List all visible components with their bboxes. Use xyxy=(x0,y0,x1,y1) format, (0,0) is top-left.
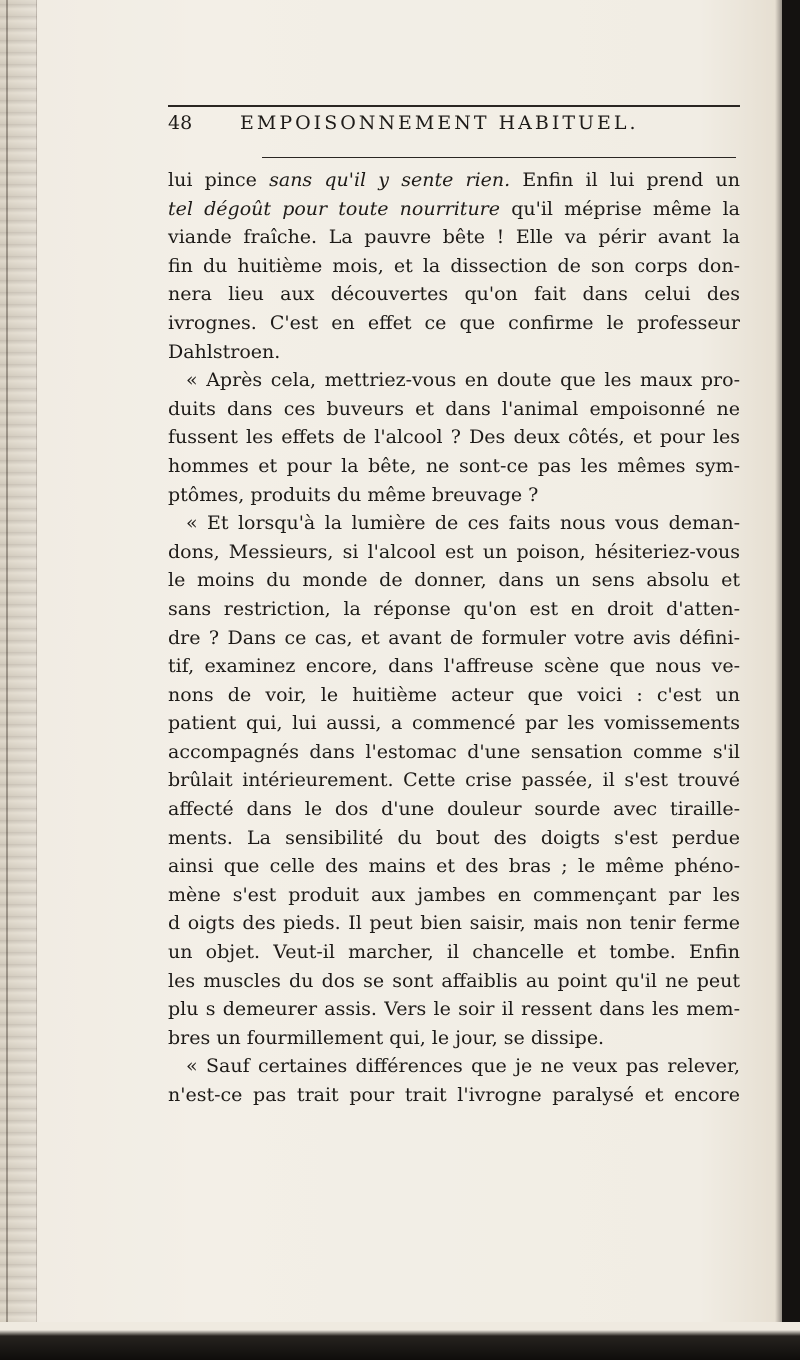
text-line xyxy=(168,967,740,996)
text-line xyxy=(168,566,740,595)
body-text xyxy=(168,166,740,1110)
text-run: duits dans ces buveurs et dans l'animal empoisonné ne xyxy=(168,397,740,420)
text-line xyxy=(168,624,740,653)
text-run: les muscles du dos se sont affaiblis au point qu'il ne peut xyxy=(168,969,740,992)
text-line xyxy=(168,709,740,738)
text-line xyxy=(168,338,740,367)
text-run: qu'il méprise même la xyxy=(500,197,740,220)
text-line xyxy=(168,595,740,624)
text-line xyxy=(168,681,740,710)
text-run: le moins du monde de donner, dans un sens absolu et xyxy=(168,569,740,592)
text-line xyxy=(168,481,740,510)
text-line xyxy=(168,766,740,795)
text-line xyxy=(168,195,740,224)
text-run: Dahlstroen. xyxy=(168,340,281,363)
text-run: sans restriction, la réponse qu'on est en droit d'atten- xyxy=(168,597,740,620)
text-run: « Sauf certaines différences que je ne veux pas relever, xyxy=(186,1055,740,1078)
text-line xyxy=(168,995,740,1024)
text-run: un objet. Veut-il marcher, il chancelle et tombe. Enfin xyxy=(168,941,740,964)
text-run: fussent les effets de l'alcool ? Des deux côtés, et pour les xyxy=(168,426,740,449)
text-line xyxy=(168,280,740,309)
text-run: ivrognes. C'est en effet ce que confirme le professeur xyxy=(168,311,740,334)
running-title: EMPOISONNEMENT HABITUEL. xyxy=(240,112,639,134)
text-line xyxy=(168,166,740,195)
text-line xyxy=(168,824,740,853)
text-run: n'est-ce pas trait pour trait l'ivrogne paralysé et encore xyxy=(168,1084,740,1106)
text-run: viande fraîche. La pauvre bête ! Elle va périr avant la xyxy=(168,226,740,249)
running-header xyxy=(168,105,740,147)
text-run: bres un fourmillement qui, le jour, se dissipe. xyxy=(168,1026,605,1049)
text-run: lui pince xyxy=(168,169,270,191)
text-line xyxy=(168,738,740,767)
text-line xyxy=(168,452,740,481)
text-run: « Après cela, mettriez-vous en doute que les maux pro- xyxy=(186,369,740,392)
bottom-page-edge xyxy=(0,1322,800,1360)
text-line xyxy=(168,509,740,538)
text-run: nera lieu aux découvertes qu'on fait dans celui des xyxy=(168,283,740,306)
text-line xyxy=(168,938,740,967)
text-line xyxy=(168,538,740,567)
text-run: dons, Messieurs, si l'alcool est un poison, hésiteriez-vous xyxy=(168,540,740,563)
text-line xyxy=(168,852,740,881)
text-run: nons de voir, le huitième acteur que voici : c'est un xyxy=(168,683,740,706)
text-line xyxy=(168,795,740,824)
text-line xyxy=(168,252,740,281)
text-line xyxy=(168,223,740,252)
right-page-edge xyxy=(782,0,800,1360)
text-run: « Et lorsqu'à la lumière de ces faits nous vous deman- xyxy=(186,512,740,535)
text-run: ainsi que celle des mains et des bras ; le même phéno- xyxy=(168,855,740,878)
text-line xyxy=(168,395,740,424)
text-line xyxy=(168,1052,740,1081)
text-run: patient qui, lui aussi, a commencé par les vomissements xyxy=(168,712,740,735)
italic-run: sans qu'il y sente rien. xyxy=(269,169,511,191)
text-line xyxy=(168,881,740,910)
text-run: ments. La sensibilité du bout des doigts s'est perdue xyxy=(168,826,740,849)
header-rule xyxy=(262,157,736,158)
italic-run: tel dégoût pour toute nourriture xyxy=(168,197,501,220)
text-run: brûlait intérieurement. Cette crise passée, il s'est trouvé xyxy=(168,769,740,792)
text-run: affecté dans le dos d'une douleur sourde avec tiraille- xyxy=(168,798,740,821)
text-line xyxy=(168,423,740,452)
text-run: dre ? Dans ce cas, et avant de formuler votre avis défini- xyxy=(168,626,740,649)
text-line xyxy=(168,909,740,938)
text-run: Enfin il lui prend un xyxy=(510,169,740,191)
text-run: mène s'est produit aux jambes en commençant par les xyxy=(168,883,740,906)
text-line xyxy=(168,366,740,395)
text-run: plu s demeurer assis. Vers le soir il ressent dans les mem- xyxy=(168,998,740,1021)
text-line xyxy=(168,652,740,681)
text-run: accompagnés dans l'estomac d'une sensation comme s'il xyxy=(168,740,740,763)
text-line xyxy=(168,309,740,338)
page-number: 48 xyxy=(168,112,193,134)
text-line xyxy=(168,1024,740,1053)
text-run: d oigts des pieds. Il peut bien saisir, mais non tenir ferme xyxy=(168,912,740,935)
text-run: ptômes, produits du même breuvage ? xyxy=(168,483,539,506)
left-binding-edge xyxy=(0,0,37,1360)
text-run: fin du huitième mois, et la dissection de son corps don- xyxy=(168,254,740,277)
text-line xyxy=(168,1081,740,1110)
text-run: tif, examinez encore, dans l'affreuse scène que nous ve- xyxy=(168,655,740,678)
text-run: hommes et pour la bête, ne sont-ce pas les mêmes sym- xyxy=(168,454,740,477)
